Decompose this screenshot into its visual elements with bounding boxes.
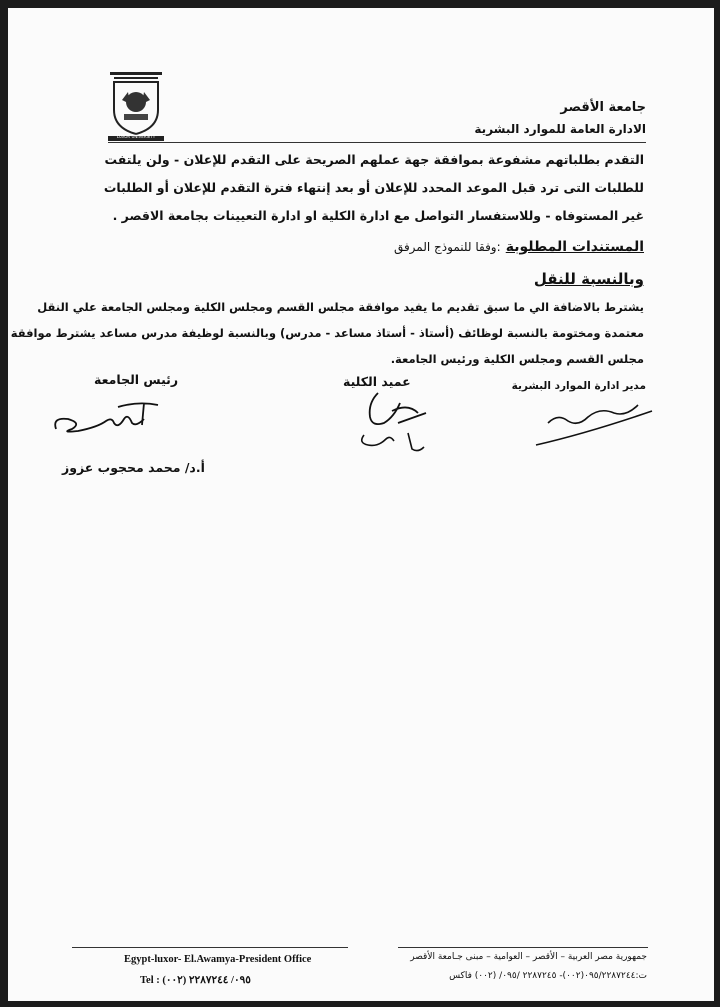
paragraph1-line: للطلبات التى ترد قبل الموعد المحدد للإعلان أو بعد إنتهاء فترة التقدم للإعلان أو الطلبات — [103, 180, 644, 195]
president-name: أ.د/ محمد محجوب عزوز — [62, 460, 205, 475]
footer-ar-phone: ت:٠٩٥/٢٢٨٧٢٤٤(٠٠٢)- ٢٢٨٧٢٤٥ /٠٩٥/ (٠٠٢) فاكس — [449, 971, 647, 981]
documents-line — [394, 236, 644, 255]
paragraph1-line: غير المستوفاه - وللاستفسار التواصل مع ادارة الكلية او ادارة التعيينات بجامعة الاقصر . — [112, 208, 644, 223]
documents-text: :وفقا للنموذج المرفق — [393, 240, 501, 254]
university-name: جامعة الأقصر — [560, 100, 646, 115]
footer-en-phone: Tel : (٠٠٢) ٠٩٥/ ٢٢٨٧٢٤٤ — [140, 975, 251, 986]
president-title: رئيس الجامعة — [94, 372, 179, 387]
hr-director-title: مدير ادارة الموارد البشرية — [511, 380, 646, 392]
footer-rule-right — [398, 947, 648, 948]
footer-rule-left — [72, 947, 348, 948]
paragraph2-line: معتمدة ومختومة بالنسبة لوظائف (أستاذ - أستاذ مساعد - مدرس) وبالنسبة لوظيفة مدرس مساعد يشترط موافقة — [10, 326, 644, 340]
document-page — [8, 8, 714, 1001]
paragraph2-line: مجلس القسم ومجلس الكلية ورئيس الجامعة. — [390, 352, 644, 366]
documents-heading: المستندات المطلوبة — [505, 239, 644, 255]
footer-en-address: Egypt-luxor- El.Awamya-President Office — [124, 954, 312, 965]
transfer-heading: وبالنسبة للنقل — [533, 270, 644, 288]
paragraph2-line: يشترط بالاضافة الي ما سبق تقديم ما يفيد موافقة مجلس القسم ومجلس الكلية ومجلس الجامعة علي النقل — [37, 300, 644, 314]
footer-ar-address: جمهورية مصر العربية – الأقصر – العوامية – مبنى جـامعة الأقصر — [410, 952, 647, 962]
university-logo — [104, 70, 168, 142]
paragraph1-line: التقدم بطلباتهم مشفوعة بموافقة جهة عملهم الصريحة على التقدم للإعلان - ولن يلتفت — [104, 152, 644, 167]
hr-director-signature — [528, 393, 658, 453]
header-rule — [108, 142, 646, 143]
department-name: الادارة العامة للموارد البشرية — [474, 122, 646, 136]
dean-title: عميد الكلية — [343, 374, 411, 389]
logo-caption: LUXOR UNIVERSITY — [116, 134, 156, 139]
dean-signature — [338, 383, 448, 463]
president-signature — [48, 393, 168, 443]
